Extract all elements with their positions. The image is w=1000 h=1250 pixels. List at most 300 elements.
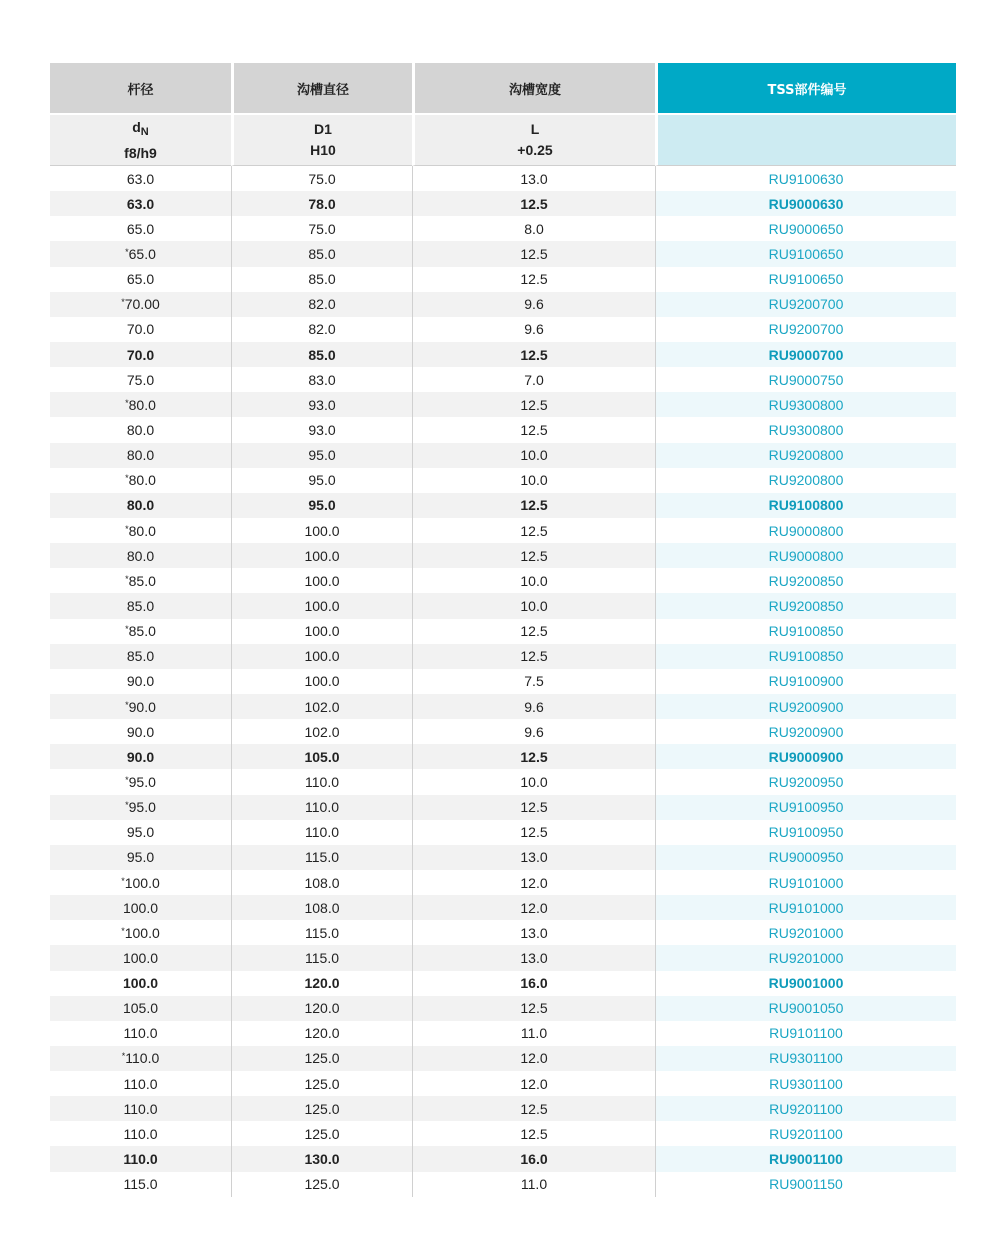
- part-number-cell-value: RU9100950: [768, 799, 844, 816]
- groove-diameter-cell-value: 125.0: [304, 1050, 340, 1067]
- groove-width-cell: [412, 820, 655, 845]
- rod-diameter-cell-value: 70.0: [126, 321, 155, 338]
- groove-width-cell-value: 16.0: [520, 975, 548, 992]
- rod-diameter-cell: [50, 619, 231, 644]
- part-number-cell-value: RU9301100: [769, 1075, 843, 1092]
- rod-diameter-cell: [50, 367, 231, 392]
- groove-width-cell-value: 13.0: [520, 849, 548, 866]
- part-number-cell-value: RU9001100: [769, 1151, 843, 1168]
- rod-diameter-cell: [50, 895, 231, 920]
- part-number-cell: [655, 895, 956, 920]
- part-number-cell-value: RU9200950: [768, 773, 844, 790]
- groove-width-cell-value: 8.0: [524, 220, 544, 237]
- table-row: [50, 1146, 956, 1171]
- table-row: [50, 694, 956, 719]
- part-number-cell: [655, 593, 956, 618]
- groove-width-cell-value: 12.5: [520, 547, 548, 564]
- table-row: [50, 241, 956, 266]
- table-row: [50, 644, 956, 669]
- table-row: [50, 1096, 956, 1121]
- rod-diameter-cell-value: 100.0: [122, 899, 159, 916]
- groove-diameter-cell-value: 115.0: [305, 949, 339, 966]
- groove-width-cell-value: 12.5: [520, 1100, 548, 1117]
- part-number-cell: [655, 241, 956, 266]
- rod-diameter-cell-value: 63.0: [126, 195, 155, 212]
- rod-diameter-cell: [50, 996, 231, 1021]
- table-row: [50, 719, 956, 744]
- part-number-cell: [655, 1146, 956, 1171]
- groove-width-cell: [412, 719, 655, 744]
- part-number-cell-value: RU9000700: [768, 346, 844, 363]
- groove-diameter-cell: [231, 1146, 412, 1171]
- groove-diameter-cell-value: 93.0: [308, 421, 336, 438]
- asterisk-mark: *: [125, 699, 129, 710]
- asterisk-mark: *: [125, 473, 129, 484]
- table-row: [50, 518, 956, 543]
- part-number-cell-value: RU9201000: [768, 924, 844, 941]
- rod-diameter-cell: [50, 945, 231, 970]
- table-row: [50, 945, 956, 970]
- rod-diameter-cell: [50, 443, 231, 468]
- asterisk-mark: *: [121, 875, 125, 886]
- groove-width-cell-value: 10.0: [520, 572, 548, 589]
- rod-diameter-cell-value: 85.0: [126, 648, 155, 665]
- groove-diameter-cell-value: 78.0: [308, 195, 336, 212]
- rod-diameter-cell-value: 80.0: [126, 497, 155, 514]
- table-row: [50, 744, 956, 769]
- groove-diameter-cell-value: 100.0: [304, 522, 340, 539]
- part-number-cell-value: RU9200900: [768, 723, 844, 740]
- groove-width-cell-value: 12.5: [520, 522, 548, 539]
- groove-width-cell-value: 13.0: [520, 924, 548, 941]
- col-header-groove-diameter: 沟槽直径: [231, 63, 412, 113]
- asterisk-mark: *: [125, 573, 129, 584]
- groove-width-cell-value: 12.5: [520, 1125, 548, 1142]
- rod-diameter-cell: [50, 392, 231, 417]
- part-number-cell: [655, 920, 956, 945]
- table-row: [50, 417, 956, 442]
- groove-width-cell-value: 12.5: [520, 245, 548, 262]
- groove-width-cell: [412, 543, 655, 568]
- groove-diameter-cell-value: 120.0: [304, 1025, 340, 1042]
- groove-width-cell-value: 7.5: [524, 673, 544, 690]
- part-number-cell-value: RU9200900: [768, 698, 844, 715]
- groove-width-cell-value: 12.5: [520, 648, 548, 665]
- part-number-cell: [655, 292, 956, 317]
- rod-diameter-cell: [50, 1121, 231, 1146]
- groove-diameter-cell: [231, 644, 412, 669]
- rod-diameter-cell: [50, 342, 231, 367]
- groove-width-cell: [412, 392, 655, 417]
- table-row: [50, 1046, 956, 1071]
- rod-diameter-cell-value: 95.0: [128, 799, 156, 816]
- rod-diameter-cell-value: 110.0: [123, 1025, 158, 1042]
- rod-diameter-symbol-subscript: N: [140, 125, 149, 138]
- part-number-cell: [655, 417, 956, 442]
- part-number-cell-value: RU9300800: [768, 421, 844, 438]
- part-number-cell-value: RU9001000: [768, 975, 844, 992]
- rod-diameter-cell: [50, 719, 231, 744]
- part-number-cell-value: RU9000900: [768, 748, 844, 765]
- groove-width-cell-value: 12.0: [520, 899, 548, 916]
- part-number-cell-value: RU9301100: [769, 1050, 843, 1067]
- groove-diameter-cell: [231, 543, 412, 568]
- table-row: [50, 1071, 956, 1096]
- groove-width-cell-value: 7.0: [524, 371, 544, 388]
- groove-width-cell-value: 10.0: [520, 447, 548, 464]
- rod-diameter-cell-value: 95.0: [126, 849, 155, 866]
- part-number-cell-value: RU9000650: [768, 220, 844, 237]
- groove-width-cell-value: 12.5: [520, 421, 548, 438]
- groove-width-cell: [412, 593, 655, 618]
- asterisk-mark: *: [121, 925, 125, 936]
- table-row: [50, 568, 956, 593]
- table-row: [50, 543, 956, 568]
- part-number-cell-value: RU9100650: [768, 271, 844, 288]
- groove-width-cell-value: 12.5: [520, 346, 548, 363]
- col-header-groove-width: 沟槽宽度: [412, 63, 655, 113]
- groove-diameter-cell-value: 85.0: [308, 245, 336, 262]
- table-row: [50, 342, 956, 367]
- rod-diameter-cell: [50, 593, 231, 618]
- groove-width-cell-value: 12.5: [520, 497, 548, 514]
- part-number-cell: [655, 820, 956, 845]
- groove-width-cell: [412, 241, 655, 266]
- rod-diameter-cell-value: 95.0: [126, 824, 155, 841]
- groove-diameter-symbol: D1: [314, 121, 332, 137]
- groove-width-cell-value: 12.5: [520, 1000, 548, 1017]
- groove-width-cell: [412, 191, 655, 216]
- rod-diameter-cell-value: 65.0: [128, 245, 156, 262]
- part-number-cell: [655, 870, 956, 895]
- asterisk-mark: *: [121, 297, 125, 308]
- groove-diameter-cell: [231, 1172, 412, 1197]
- groove-width-cell: [412, 845, 655, 870]
- part-number-cell-value: RU9001050: [768, 1000, 844, 1017]
- part-number-cell: [655, 644, 956, 669]
- groove-width-cell-value: 11.0: [520, 1025, 548, 1042]
- groove-width-cell-value: 12.5: [520, 195, 548, 212]
- rod-diameter-cell-value: 75.0: [126, 371, 155, 388]
- part-number-cell-value: RU9200700: [768, 321, 844, 338]
- groove-diameter-cell: [231, 744, 412, 769]
- groove-diameter-cell: [231, 1121, 412, 1146]
- groove-width-cell: [412, 1121, 655, 1146]
- groove-width-tolerance: +0.25: [517, 142, 553, 158]
- part-number-cell-value: RU9000950: [768, 849, 844, 866]
- groove-width-cell: [412, 1172, 655, 1197]
- rod-diameter-cell: [50, 241, 231, 266]
- rod-diameter-cell-value: 65.0: [126, 220, 155, 237]
- rod-diameter-cell-value: 110.0: [123, 1125, 158, 1142]
- part-number-cell-value: RU9200700: [768, 296, 844, 313]
- table-row: [50, 769, 956, 794]
- rod-diameter-cell: [50, 920, 231, 945]
- rod-diameter-cell-value: 95.0: [128, 773, 156, 790]
- spec-table: [50, 63, 956, 1197]
- rod-diameter-cell-value: 80.0: [126, 447, 155, 464]
- table-row: [50, 292, 956, 317]
- table-row: [50, 593, 956, 618]
- groove-diameter-cell: [231, 317, 412, 342]
- rod-diameter-cell: [50, 1071, 231, 1096]
- groove-diameter-cell: [231, 920, 412, 945]
- groove-diameter-cell-value: 85.0: [308, 271, 336, 288]
- part-number-cell: [655, 795, 956, 820]
- groove-diameter-cell-value: 100.0: [304, 547, 340, 564]
- groove-width-cell-value: 12.0: [520, 874, 548, 891]
- groove-diameter-cell-value: 110.0: [305, 824, 339, 841]
- rod-diameter-cell-value: 110.0: [123, 1151, 158, 1168]
- groove-diameter-cell: [231, 292, 412, 317]
- groove-diameter-cell-value: 130.0: [304, 1151, 340, 1168]
- part-number-cell: [655, 493, 956, 518]
- groove-width-cell: [412, 895, 655, 920]
- groove-width-cell: [412, 468, 655, 493]
- part-number-cell-value: RU9100900: [768, 673, 844, 690]
- rod-diameter-cell: [50, 644, 231, 669]
- groove-diameter-cell: [231, 820, 412, 845]
- groove-diameter-cell-value: 93.0: [308, 396, 336, 413]
- groove-diameter-cell-value: 82.0: [308, 296, 336, 313]
- table-row: [50, 669, 956, 694]
- part-number-cell: [655, 845, 956, 870]
- groove-width-cell: [412, 1046, 655, 1071]
- rod-diameter-cell-value: 115.0: [123, 1176, 158, 1193]
- part-number-cell-value: RU9001150: [769, 1176, 843, 1193]
- groove-diameter-cell-value: 95.0: [308, 497, 336, 514]
- asterisk-mark: *: [125, 246, 129, 257]
- part-number-cell: [655, 1071, 956, 1096]
- groove-diameter-cell: [231, 719, 412, 744]
- groove-diameter-cell-value: 125.0: [304, 1176, 340, 1193]
- rod-diameter-cell: [50, 568, 231, 593]
- groove-width-cell: [412, 1071, 655, 1096]
- groove-width-cell-value: 9.6: [524, 723, 544, 740]
- groove-diameter-cell-value: 125.0: [304, 1075, 340, 1092]
- part-number-cell-value: RU9100630: [768, 170, 844, 187]
- groove-width-cell-value: 12.5: [520, 271, 548, 288]
- groove-width-cell: [412, 443, 655, 468]
- groove-diameter-cell: [231, 669, 412, 694]
- rod-diameter-cell-value: 65.0: [126, 271, 155, 288]
- rod-diameter-cell: [50, 417, 231, 442]
- groove-width-cell-value: 16.0: [520, 1151, 548, 1168]
- table-row: [50, 820, 956, 845]
- table-row: [50, 267, 956, 292]
- part-number-cell-value: RU9201100: [769, 1125, 843, 1142]
- groove-width-cell-value: 10.0: [520, 597, 548, 614]
- part-number-cell: [655, 468, 956, 493]
- part-number-cell-value: RU9201000: [768, 949, 844, 966]
- groove-diameter-cell-value: 110.0: [305, 773, 339, 790]
- groove-diameter-cell-value: 108.0: [304, 874, 340, 891]
- groove-width-symbol: L: [530, 121, 540, 137]
- asterisk-mark: *: [125, 523, 129, 534]
- rod-diameter-cell: [50, 317, 231, 342]
- table-header: [50, 63, 956, 166]
- rod-diameter-cell-value: 110.0: [125, 1050, 160, 1067]
- rod-diameter-cell-value: 110.0: [123, 1075, 158, 1092]
- rod-diameter-cell: [50, 191, 231, 216]
- table-row: [50, 619, 956, 644]
- part-number-cell: [655, 367, 956, 392]
- groove-width-cell: [412, 744, 655, 769]
- part-number-cell-value: RU9101000: [768, 899, 844, 916]
- part-number-cell: [655, 744, 956, 769]
- groove-diameter-cell: [231, 945, 412, 970]
- groove-width-cell: [412, 342, 655, 367]
- groove-diameter-cell: [231, 191, 412, 216]
- rod-diameter-cell-value: 90.0: [126, 673, 155, 690]
- rod-diameter-cell: [50, 669, 231, 694]
- part-number-cell: [655, 996, 956, 1021]
- part-number-cell: [655, 342, 956, 367]
- table-row: [50, 317, 956, 342]
- rod-diameter-cell: [50, 543, 231, 568]
- groove-diameter-cell: [231, 468, 412, 493]
- part-number-cell-value: RU9100850: [768, 623, 844, 640]
- groove-diameter-cell-value: 102.0: [304, 698, 340, 715]
- rod-diameter-cell: [50, 820, 231, 845]
- part-number-cell: [655, 267, 956, 292]
- part-number-cell-value: RU9000630: [768, 195, 844, 212]
- part-number-cell: [655, 191, 956, 216]
- groove-diameter-cell-value: 125.0: [304, 1100, 340, 1117]
- groove-diameter-cell-value: 75.0: [308, 170, 336, 187]
- part-number-cell: [655, 619, 956, 644]
- table-row: [50, 367, 956, 392]
- groove-width-cell-value: 12.0: [520, 1075, 548, 1092]
- part-number-cell-value: RU9200850: [768, 572, 844, 589]
- asterisk-mark: *: [125, 800, 129, 811]
- rod-diameter-cell: [50, 1096, 231, 1121]
- groove-diameter-cell: [231, 241, 412, 266]
- part-number-cell: [655, 1172, 956, 1197]
- groove-width-cell: [412, 493, 655, 518]
- groove-width-cell: [412, 166, 655, 191]
- groove-width-cell: [412, 920, 655, 945]
- groove-diameter-cell-value: 82.0: [308, 321, 336, 338]
- groove-diameter-cell: [231, 845, 412, 870]
- groove-diameter-cell-value: 100.0: [304, 673, 340, 690]
- rod-diameter-cell: [50, 1146, 231, 1171]
- table-row: [50, 795, 956, 820]
- part-number-cell: [655, 216, 956, 241]
- groove-diameter-cell: [231, 342, 412, 367]
- rod-diameter-cell: [50, 845, 231, 870]
- groove-diameter-cell: [231, 568, 412, 593]
- groove-width-cell-value: 13.0: [520, 949, 548, 966]
- groove-diameter-cell: [231, 267, 412, 292]
- groove-width-cell-value: 12.5: [520, 824, 548, 841]
- asterisk-mark: *: [125, 624, 129, 635]
- groove-width-cell-value: 11.0: [520, 1176, 548, 1193]
- rod-diameter-cell: [50, 1046, 231, 1071]
- part-number-cell: [655, 719, 956, 744]
- groove-width-cell-value: 10.0: [520, 472, 548, 489]
- table-row: [50, 166, 956, 191]
- groove-diameter-cell-value: 102.0: [304, 723, 340, 740]
- groove-width-cell-value: 9.6: [524, 296, 544, 313]
- table-row: [50, 845, 956, 870]
- groove-width-cell: [412, 769, 655, 794]
- groove-diameter-cell-value: 125.0: [304, 1125, 340, 1142]
- groove-width-cell-value: 9.6: [524, 321, 544, 338]
- rod-diameter-cell-value: 63.0: [126, 170, 155, 187]
- table-row: [50, 920, 956, 945]
- rod-diameter-cell: [50, 971, 231, 996]
- header-row-titles: [50, 63, 956, 113]
- part-number-cell: [655, 543, 956, 568]
- groove-diameter-cell-value: 85.0: [308, 346, 336, 363]
- groove-width-cell-value: 12.0: [520, 1050, 548, 1067]
- groove-width-cell-value: 12.5: [520, 623, 548, 640]
- groove-diameter-cell-value: 83.0: [308, 371, 336, 388]
- part-number-cell-value: RU9300800: [768, 396, 844, 413]
- groove-diameter-cell: [231, 795, 412, 820]
- groove-width-cell: [412, 971, 655, 996]
- col-header-part-number: TSS部件编号: [655, 63, 956, 113]
- rod-diameter-cell: [50, 1021, 231, 1046]
- groove-width-cell: [412, 945, 655, 970]
- part-number-symbol-cell: [655, 113, 956, 166]
- groove-diameter-cell-value: 108.0: [304, 899, 340, 916]
- part-number-cell-value: RU9200850: [768, 597, 844, 614]
- groove-width-cell-value: 12.5: [520, 748, 548, 765]
- part-number-cell: [655, 392, 956, 417]
- groove-width-cell: [412, 216, 655, 241]
- groove-width-cell: [412, 367, 655, 392]
- rod-diameter-cell-value: 100.0: [122, 949, 159, 966]
- table-row: [50, 1172, 956, 1197]
- groove-width-cell-value: 9.6: [524, 698, 544, 715]
- part-number-cell: [655, 1021, 956, 1046]
- rod-diameter-cell-value: 80.0: [128, 396, 156, 413]
- part-number-cell-value: RU9101000: [768, 874, 844, 891]
- table-row: [50, 443, 956, 468]
- part-number-cell-value: RU9201100: [769, 1100, 843, 1117]
- rod-diameter-cell-value: 90.0: [128, 698, 156, 715]
- rod-diameter-cell-value: 100.0: [124, 924, 160, 941]
- part-number-cell: [655, 971, 956, 996]
- groove-diameter-cell: [231, 493, 412, 518]
- groove-width-cell: [412, 267, 655, 292]
- groove-diameter-cell: [231, 216, 412, 241]
- part-number-cell: [655, 568, 956, 593]
- rod-diameter-cell-value: 90.0: [126, 723, 155, 740]
- part-number-cell-value: RU9200800: [768, 447, 844, 464]
- groove-diameter-cell: [231, 996, 412, 1021]
- part-number-cell: [655, 669, 956, 694]
- rod-diameter-cell: [50, 166, 231, 191]
- rod-diameter-cell: [50, 1172, 231, 1197]
- part-number-cell-value: RU9100800: [768, 497, 844, 514]
- rod-diameter-cell-value: 85.0: [128, 572, 156, 589]
- rod-diameter-cell-value: 80.0: [128, 522, 156, 539]
- rod-diameter-cell-value: 110.0: [123, 1100, 158, 1117]
- header-row-symbols: [50, 113, 956, 166]
- asterisk-mark: *: [121, 1051, 126, 1062]
- table-row: [50, 1021, 956, 1046]
- groove-diameter-cell: [231, 518, 412, 543]
- groove-diameter-cell: [231, 1021, 412, 1046]
- groove-width-cell-value: 10.0: [520, 773, 548, 790]
- rod-diameter-cell: [50, 216, 231, 241]
- groove-diameter-cell: [231, 971, 412, 996]
- rod-diameter-cell-value: 85.0: [126, 597, 155, 614]
- table-body: [50, 166, 956, 1197]
